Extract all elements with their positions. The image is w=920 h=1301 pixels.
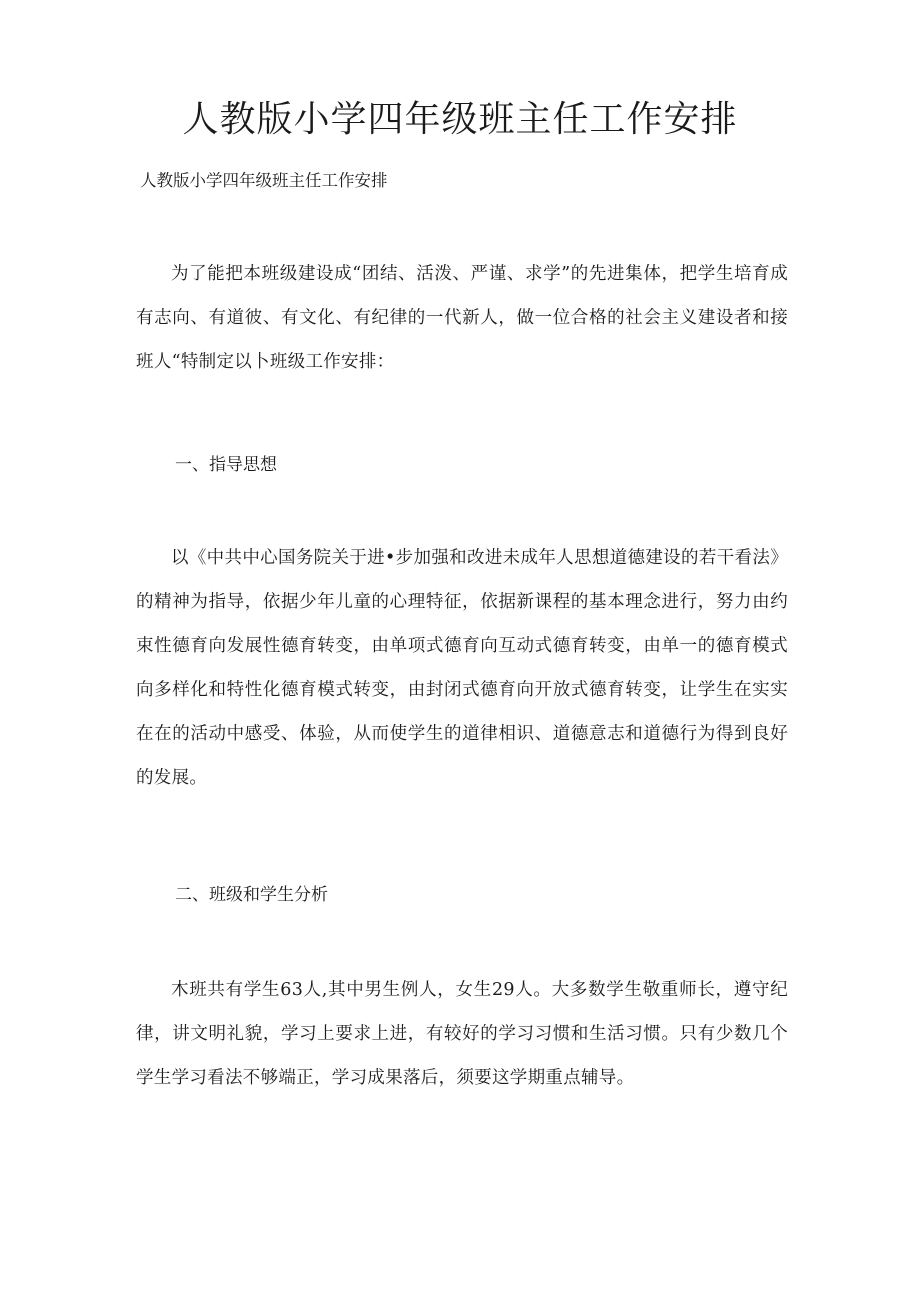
section-heading-class-analysis: 二、班级和学生分析 (175, 885, 328, 905)
document-subtitle: 人教版小学四年级班主任工作安排 (140, 171, 388, 190)
class-analysis-paragraph: 木班共有学生63人,其中男生例人，女生29人。大多数学生敬重师长，遵守纪律，讲文明礼貌，学习上要求上进，有较好的学习习惯和生活习惯。只有少数几个学生学习看法不够端正，学习成果落后，须要这学期重点辅导。 (136, 980, 788, 1088)
guiding-ideology-paragraph: 以《中共中心国务院关于进•步加强和改进未成年人思想道德建设的若干看法》的精神为指导，依据少年儿童的心理特征，依据新课程的基本理念进行，努力由约束性德育向发展性德育转变，由单项式德育向互动式德育转变，由单一的德育模式向多样化和特性化德育模式转变，由封闭式德育向开放式德育转变，让学生在实实在在的活动中感受、体验，从而使学生的道律相识、道德意志和道德行为得到良好的发展。 (136, 548, 788, 788)
intro-paragraph: 为了能把本班级建设成“团结、活泼、严谨、求学”的先进集体，把学生培育成有志向、有道彼、有文化、有纪律的一代新人，做一位合格的社会主义建设者和接班人“特制定以卜班级工作安排： (136, 264, 788, 372)
section-heading-guiding-ideology: 一、指导思想 (175, 455, 277, 475)
document-title: 人教版小学四年级班主任工作安排 (182, 99, 738, 140)
